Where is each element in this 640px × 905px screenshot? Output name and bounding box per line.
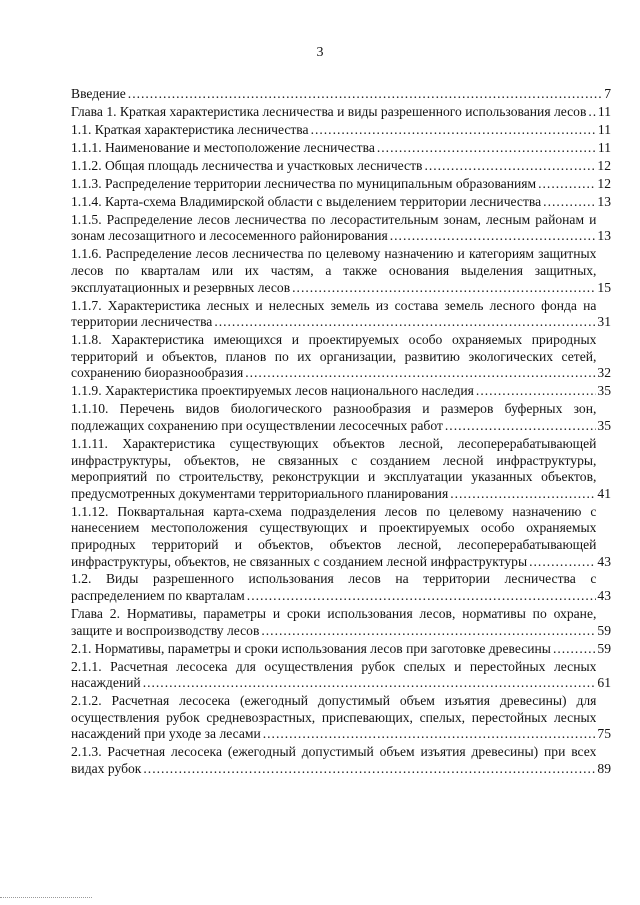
toc-entry-chapter-1[interactable] <box>71 104 611 121</box>
toc-entry-title: 1.1.7. Характеристика лесных и нелесных земель из состава земель лесного фонда на территории лесничества <box>71 297 597 330</box>
toc-entry-page: 75 <box>597 726 611 742</box>
toc-entry-1-1-2[interactable] <box>71 158 611 175</box>
toc-entry-2-1-2[interactable] <box>71 693 611 743</box>
toc-entry-title: Введение <box>71 86 126 101</box>
toc-entry-page: 12 <box>597 157 611 173</box>
toc-entry-title: 1.2. Виды разрешенного использования лесов на территории лесничества с распределением по кварталам <box>71 571 597 604</box>
toc-entry-page: 11 <box>597 121 611 137</box>
toc-entry-page: 11 <box>597 103 611 119</box>
toc-entry-title: 1.1.4. Карта-схема Владимирской области с выделением территории лесничества <box>71 193 542 209</box>
toc-entry-title: 1.1.12. Поквартальная карта-схема подразделения лесов по целевому назначению с нанесением местоположения существующих и проектируемых особо охраняемых природных территорий и объектов, объектов лесной, лесоперерабатывающей инфраструктуры, объектов, не связанных с созданием лесной инфраструктуры <box>71 503 597 569</box>
toc-entry-1-1-12[interactable] <box>71 504 611 570</box>
toc-entry-page: 32 <box>597 365 611 381</box>
toc-entry-page: 15 <box>597 279 611 295</box>
toc-entry-page: 89 <box>597 760 611 776</box>
toc-entry-title: 1.1.3. Распределение территории лесничества по муниципальным образованиям <box>71 175 537 191</box>
toc-entry-2-1-1[interactable] <box>71 659 611 692</box>
toc-entry-title: 1.1.5. Распределение лесов лесничества по лесорастительным зонам, лесным районам и зонам лесозащитного и лесосеменного районирования <box>71 211 597 244</box>
toc-entry-title: Глава 1. Краткая характеристика лесничества и виды разрешенного использования лесов <box>71 103 587 119</box>
toc-entry-title: 1.1.9. Характеристика проектируемых лесов национального наследия <box>71 383 474 399</box>
toc-entry-title: 1.1.2. Общая площадь лесничества и участковых лесничеств <box>71 157 423 173</box>
toc-entry-page: 41 <box>597 485 611 501</box>
toc-entry-title: Глава 2. Нормативы, параметры и сроки использования лесов, нормативы по охране, защите и воспроизводству лесов <box>71 606 597 638</box>
table-of-contents <box>71 86 611 779</box>
toc-entry-title: 2.1. Нормативы, параметры и сроки использования лесов при заготовке древесины <box>71 640 551 656</box>
toc-entry-introduction[interactable] <box>71 86 611 103</box>
toc-entry-title: 2.1.2. Расчетная лесосека (ежегодный допустимый объем изъятия древесины) для осуществления рубок средневозрастных, приспевающих, спелых, перестойных лесных насаждений при уходе за лесами <box>71 693 597 742</box>
toc-entry-page: 12 <box>597 175 611 191</box>
toc-entry-title: 2.1.1. Расчетная лесосека для осуществления рубок спелых и перестойных лесных насаждений <box>71 658 597 691</box>
toc-entry-1-1-4[interactable] <box>71 194 611 211</box>
footer-divider <box>0 897 92 898</box>
toc-entry-1-1-1[interactable] <box>71 140 611 157</box>
toc-entry-page: 61 <box>597 675 611 691</box>
toc-entry-1-1[interactable] <box>71 122 611 139</box>
toc-entry-title: 1.1.6. Распределение лесов лесничества по целевому назначению и категориям защитных лесов по кварталам или их частям, а также основания выделения защитных, эксплуатационных и резервных лесов <box>71 246 597 295</box>
toc-entry-chapter-2[interactable] <box>71 606 611 639</box>
toc-entry-2-1-3[interactable] <box>71 744 611 777</box>
toc-entry-page: 13 <box>597 193 611 209</box>
toc-entry-page: 7 <box>604 86 611 101</box>
toc-entry-title: 1.1. Краткая характеристика лесничества <box>71 121 309 137</box>
toc-entry-title: 1.1.10. Перечень видов биологического разнообразия и размеров буферных зон, подлежащих сохранению при осуществлении лесосечных работ <box>71 401 597 433</box>
toc-entry-page: 43 <box>597 588 611 604</box>
toc-entry-page: 13 <box>597 228 611 244</box>
toc-entry-1-1-9[interactable] <box>71 383 611 400</box>
toc-entry-page: 43 <box>597 553 611 569</box>
toc-entry-1-1-5[interactable] <box>71 212 611 245</box>
toc-entry-page: 31 <box>597 314 611 330</box>
toc-entry-1-1-7[interactable] <box>71 298 611 331</box>
page-number: 3 <box>316 45 324 60</box>
toc-entry-title: 1.1.8. Характеристика имеющихся и проектируемых особо охраняемых природных территорий и объектов, планов по их организации, развитию экологических сетей, сохранению биоразнообразия <box>71 332 597 381</box>
toc-entry-page: 35 <box>597 417 611 433</box>
toc-entry-page: 59 <box>597 622 611 638</box>
toc-entry-1-1-10[interactable] <box>71 401 611 434</box>
toc-entry-page: 11 <box>597 139 611 155</box>
toc-entry-title: 2.1.3. Расчетная лесосека (ежегодный допустимый объем изъятия древесины) при всех видах рубок <box>71 744 597 776</box>
toc-entry-1-2[interactable] <box>71 571 611 604</box>
toc-entry-1-1-8[interactable] <box>71 332 611 382</box>
toc-entry-page: 59 <box>597 640 611 656</box>
toc-entry-title: 1.1.1. Наименование и местоположение лесничества <box>71 139 375 155</box>
toc-entry-1-1-3[interactable] <box>71 176 611 193</box>
toc-entry-1-1-6[interactable] <box>71 246 611 296</box>
toc-entry-page: 35 <box>597 383 611 399</box>
toc-entry-2-1[interactable] <box>71 641 611 658</box>
toc-entry-title: 1.1.11. Характеристика существующих объектов лесной, лесоперерабатывающей инфраструктуры, объектов, не связанных с созданием лесной инфраструктуры, мероприятий по строительству, реконструкции и эксплуатации указанных объектов, предусмотренных документами территориального планирования <box>71 435 597 501</box>
toc-entry-1-1-11[interactable] <box>71 436 611 502</box>
